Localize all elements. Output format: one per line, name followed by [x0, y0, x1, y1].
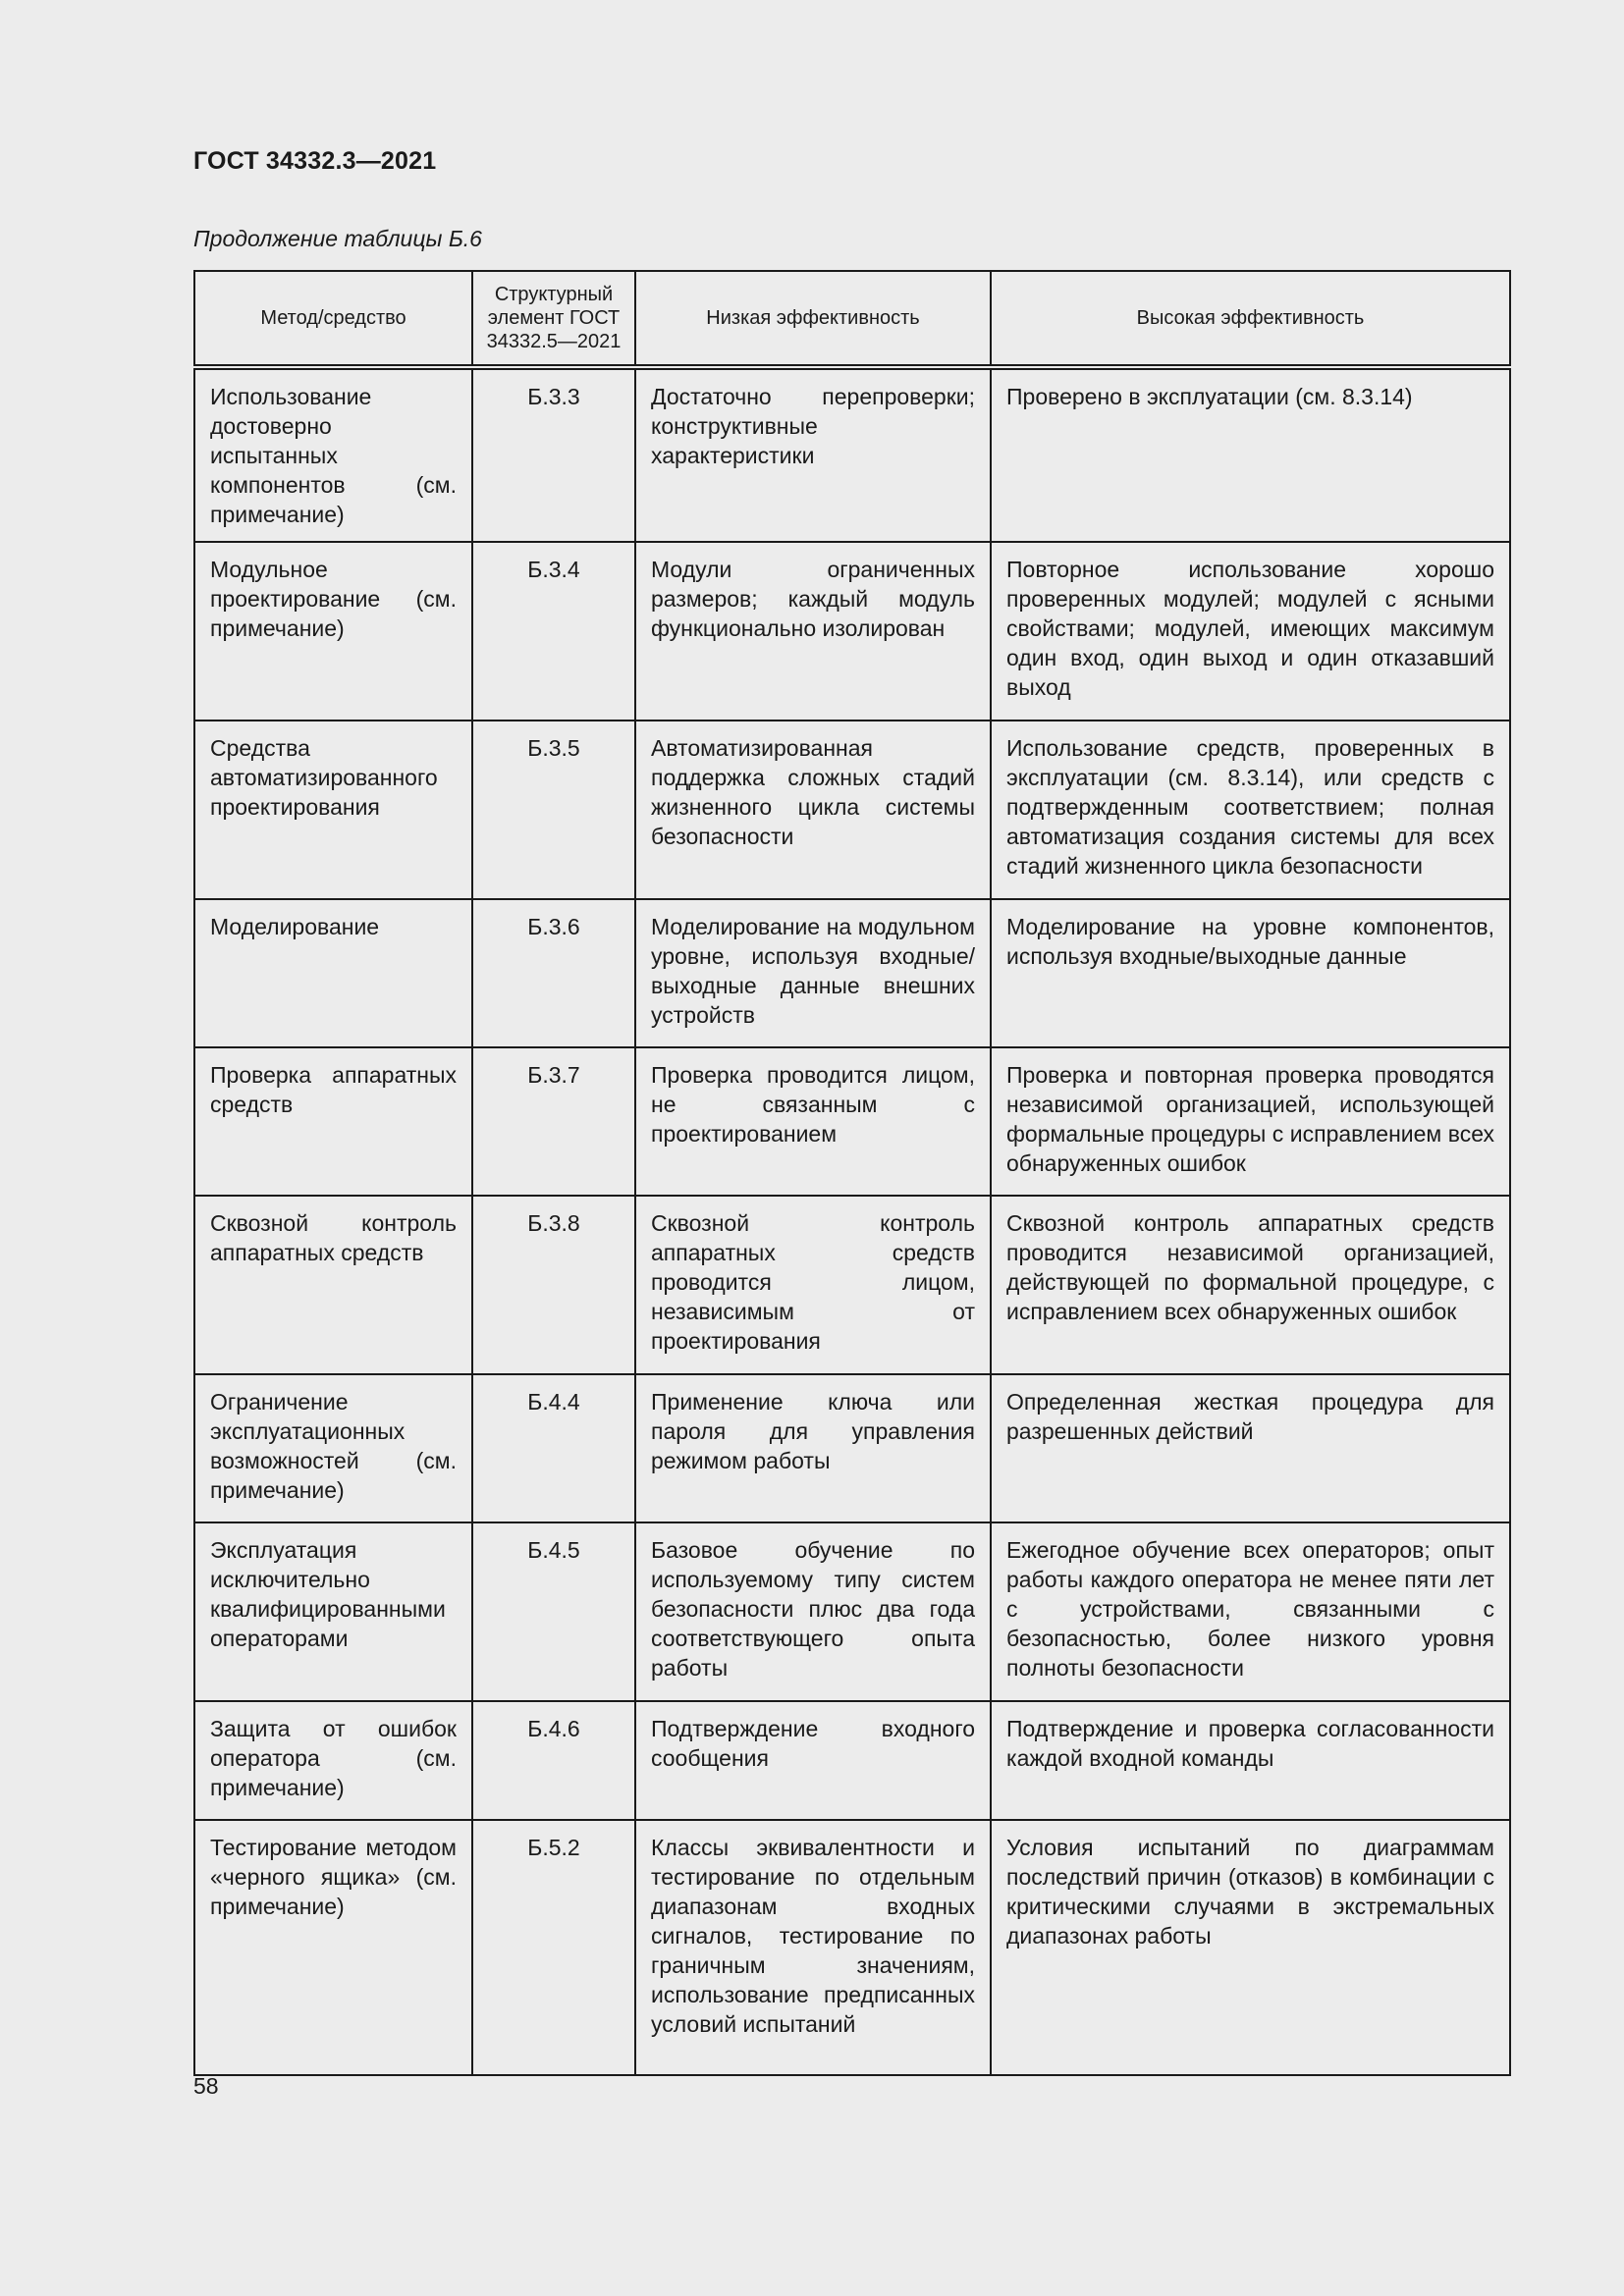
cell-high: Условия испытаний по диаграммам последствий причин (отказов) в комбинации с критическими случаями в экстремальных диапазонах работы	[991, 1820, 1510, 2075]
cell-element: Б.5.2	[472, 1820, 635, 2075]
cell-element: Б.3.5	[472, 721, 635, 899]
cell-method: Моделирование	[194, 899, 472, 1047]
document-header: ГОСТ 34332.3—2021	[193, 147, 437, 175]
cell-high: Повторное использование хорошо проверенных модулей; модулей с ясными свойствами; модулей, имеющих максимум один вход, один выход и один отказавший выход	[991, 542, 1510, 721]
cell-method: Использование достоверно испытанных компонентов (см. примечание)	[194, 367, 472, 542]
page-number: 58	[193, 2073, 219, 2099]
cell-low: Модули ограниченных размеров; каждый модуль функционально изолирован	[635, 542, 991, 721]
column-header-high: Высокая эффективность	[991, 271, 1510, 367]
cell-element: Б.3.3	[472, 367, 635, 542]
cell-element: Б.3.6	[472, 899, 635, 1047]
table-row	[194, 1522, 1510, 1701]
cell-low: Базовое обучение по используемому типу систем безопасности плюс два года соответствующего опыта работы	[635, 1522, 991, 1701]
cell-low: Проверка проводится лицом, не связанным с проектированием	[635, 1047, 991, 1196]
cell-high: Проверено в эксплуатации (см. 8.3.14)	[991, 367, 1510, 542]
cell-low: Автоматизированная поддержка сложных стадий жизненного цикла системы безопасности	[635, 721, 991, 899]
cell-high: Подтверждение и проверка согласованности каждой входной команды	[991, 1701, 1510, 1820]
cell-method: Ограничение эксплуатационных возможностей (см. примечание)	[194, 1374, 472, 1522]
cell-element: Б.3.4	[472, 542, 635, 721]
cell-low: Подтверждение входного сообщения	[635, 1701, 991, 1820]
cell-low: Достаточно перепроверки; конструктивные характеристики	[635, 367, 991, 542]
table-row	[194, 1196, 1510, 1374]
table-row	[194, 367, 1510, 542]
efficiency-table	[193, 270, 1511, 2076]
cell-element: Б.4.5	[472, 1522, 635, 1701]
table-caption: Продолжение таблицы Б.6	[193, 226, 482, 251]
cell-high: Ежегодное обучение всех операторов; опыт работы каждого оператора не менее пяти лет с устройствами, связанными с безопасностью, более низкого уровня полноты безопасности	[991, 1522, 1510, 1701]
cell-element: Б.3.7	[472, 1047, 635, 1196]
column-header-method: Метод/средство	[194, 271, 472, 367]
table-row	[194, 899, 1510, 1047]
cell-method: Защита от ошибок оператора (см. примечание)	[194, 1701, 472, 1820]
cell-low: Классы эквивалентности и тестирование по отдельным диапазонам входных сигналов, тестирование по граничным значениям, использование предписанных условий испытаний	[635, 1820, 991, 2075]
cell-element: Б.4.4	[472, 1374, 635, 1522]
table-row	[194, 721, 1510, 899]
cell-element: Б.4.6	[472, 1701, 635, 1820]
cell-method: Средства автоматизированного проектирования	[194, 721, 472, 899]
cell-high: Использование средств, проверенных в эксплуатации (см. 8.3.14), или средств с подтвержденным соответствием; полная автоматизация создания системы для всех стадий жизненного цикла безопасности	[991, 721, 1510, 899]
cell-method: Тестирование методом «черного ящика» (см. примечание)	[194, 1820, 472, 2075]
table-row	[194, 1047, 1510, 1196]
cell-high: Сквозной контроль аппаратных средств проводится независимой организацией, действующей по формальной процедуре, с исправлением всех обнаруженных ошибок	[991, 1196, 1510, 1374]
table-row	[194, 1374, 1510, 1522]
table-header-row	[194, 271, 1510, 367]
column-header-low: Низкая эффективность	[635, 271, 991, 367]
cell-method: Эксплуатация исключительно квалифицированными операторами	[194, 1522, 472, 1701]
cell-high: Определенная жесткая процедура для разрешенных действий	[991, 1374, 1510, 1522]
cell-method: Сквозной контроль аппаратных средств	[194, 1196, 472, 1374]
table-row	[194, 1820, 1510, 2075]
cell-high: Проверка и повторная проверка проводятся независимой организацией, использующей формальные процедуры с исправлением всех обнаруженных ошибок	[991, 1047, 1510, 1196]
column-header-element: Структурный элемент ГОСТ 34332.5—2021	[472, 271, 635, 367]
cell-high: Моделирование на уровне компонентов, используя входные/выходные данные	[991, 899, 1510, 1047]
table-row	[194, 1701, 1510, 1820]
cell-low: Сквозной контроль аппаратных средств проводится лицом, независимым от проектирования	[635, 1196, 991, 1374]
cell-method: Проверка аппаратных средств	[194, 1047, 472, 1196]
cell-method: Модульное проектирование (см. примечание)	[194, 542, 472, 721]
cell-low: Применение ключа или пароля для управления режимом работы	[635, 1374, 991, 1522]
cell-low: Моделирование на модульном уровне, используя входные/выходные данные внешних устройств	[635, 899, 991, 1047]
cell-element: Б.3.8	[472, 1196, 635, 1374]
table-row	[194, 542, 1510, 721]
